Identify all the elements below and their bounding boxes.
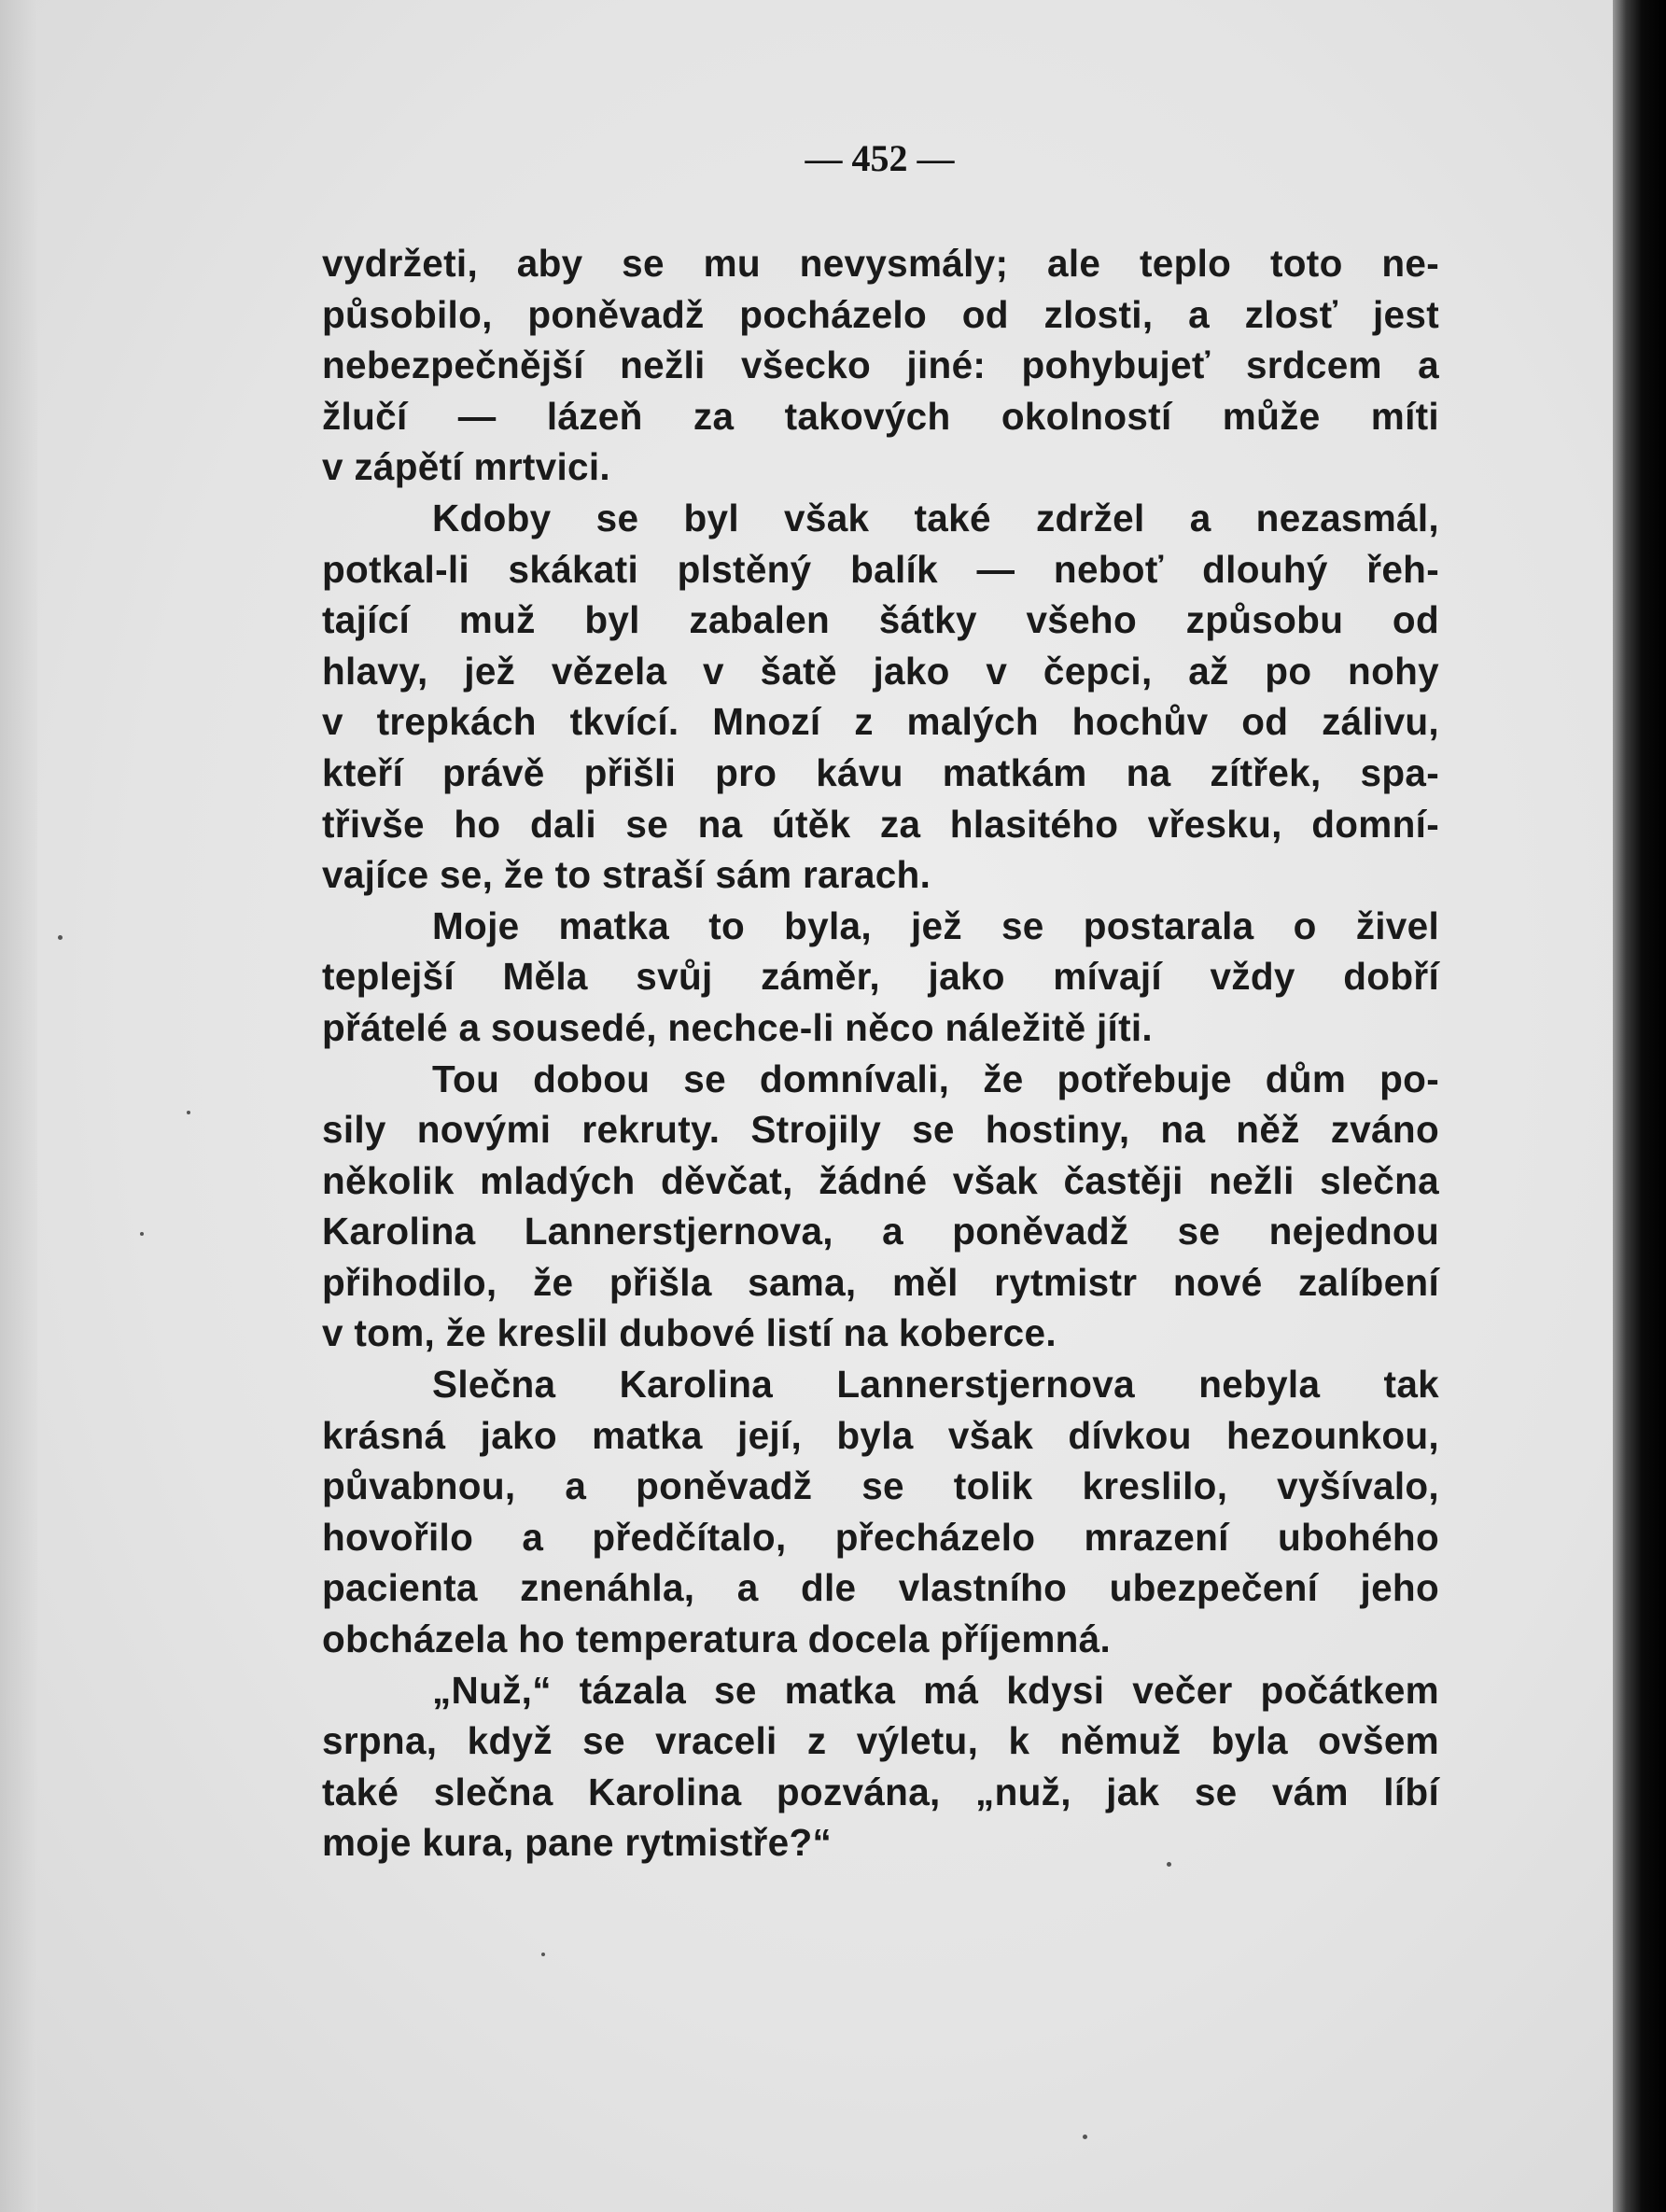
text-line: v tom, že kreslil dubové listí na koberce. [322, 1311, 1057, 1355]
text-line: hovořilo a předčítalo, přecházelo mrazení ubohého [322, 1515, 1439, 1559]
page-number: — 452 — [805, 137, 955, 179]
scan-speck [541, 1953, 545, 1956]
text-line: Kdoby se byl však také zdržel a nezasmál, [432, 496, 1439, 539]
text-line: přátelé a sousedé, nechce-li něco náležitě jíti. [322, 1005, 1153, 1049]
text-line: pacienta znenáhla, a dle vlastního ubezpečení jeho [322, 1566, 1439, 1610]
text-line: několik mladých děvčat, žádné však častěji nežli slečna [322, 1158, 1439, 1202]
text-line: půvabnou, a poněvadž se tolik kreslilo, vyšívalo, [322, 1464, 1439, 1508]
text-line: žlučí — lázeň za takových okolností může míti [322, 394, 1439, 438]
text-line: moje kura, pane rytmistře?“ [322, 1821, 833, 1865]
text-line: „Nuž,“ tázala se matka má kdysi večer počátkem [432, 1668, 1439, 1712]
paragraph [322, 1359, 1439, 1665]
text-line: tající muž byl zabalen šátky všeho způsobu od [322, 598, 1439, 642]
text-line: Moje matka to byla, jež se postarala o živel [432, 903, 1439, 947]
text-line: potkal-li skákati plstěný balík — neboť dlouhý řeh- [322, 547, 1439, 591]
text-line: obcházela ho temperatura docela příjemná. [322, 1617, 1112, 1661]
text-line: Slečna Karolina Lannerstjernova nebyla tak [432, 1363, 1439, 1407]
paragraph [322, 901, 1439, 1054]
text-line: nebezpečnější nežli všecko jiné: pohybujeť srdcem a [322, 343, 1439, 387]
scan-speck [58, 935, 63, 940]
text-line: srpna, když se vraceli z výletu, k němuž byla ovšem [322, 1719, 1439, 1763]
text-line: přihodilo, že přišla sama, měl rytmistr nové zalíbení [322, 1260, 1439, 1304]
scan-speck [187, 1111, 190, 1114]
text-line: krásná jako matka její, byla však dívkou hezounkou, [322, 1413, 1439, 1457]
text-line: hlavy, jež vězela v šatě jako v čepci, až po nohy [322, 649, 1439, 693]
text-line: kteří právě přišli pro kávu matkám na zítřek, spa- [322, 750, 1439, 794]
text-line: Karolina Lannerstjernova, a poněvadž se nejednou [322, 1210, 1439, 1253]
text-line: také slečna Karolina pozvána, „nuž, jak se vám líbí [322, 1770, 1439, 1813]
text-line: Tou dobou se domnívali, že potřebuje dům po- [432, 1057, 1439, 1100]
paragraph [322, 1054, 1439, 1360]
right-page-edge [1613, 0, 1666, 2212]
text-line: v zápětí mrtvici. [322, 445, 610, 489]
paragraph [322, 493, 1439, 901]
scan-speck [1083, 2135, 1087, 2139]
paragraph [322, 238, 1439, 493]
scan-speck [1167, 1862, 1171, 1867]
scan-speck [140, 1232, 144, 1236]
text-line: sily novými rekruty. Strojily se hostiny, na něž zváno [322, 1108, 1439, 1152]
body-text [322, 238, 1439, 1869]
left-page-edge [0, 0, 37, 2212]
text-line: působilo, poněvadž pocházelo od zlosti, a zlosť jest [322, 292, 1439, 336]
text-line: v trepkách tkvící. Mnozí z malých hochův od zálivu, [322, 700, 1439, 744]
text-line: teplejší Měla svůj záměr, jako mívají vždy dobří [322, 955, 1439, 999]
text-line: vydržeti, aby se mu nevysmály; ale teplo toto ne- [322, 242, 1439, 285]
text-line: vajíce se, že to straší sám rarach. [322, 853, 931, 897]
paragraph [322, 1665, 1439, 1869]
text-line: třivše ho dali se na útěk za hlasitého vřesku, domní- [322, 802, 1439, 846]
